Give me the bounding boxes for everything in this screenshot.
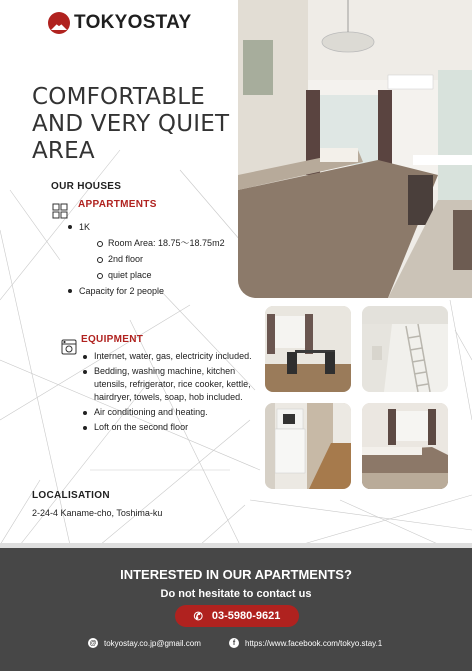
appliance-icon — [61, 339, 77, 355]
phone-button[interactable] — [175, 605, 299, 627]
email-link[interactable] — [88, 638, 201, 648]
apartments-subtitle: APPARTMENTS — [78, 199, 157, 210]
equipment-title: EQUIPMENT — [81, 334, 144, 345]
phone-icon: ✆ — [193, 610, 203, 623]
list-item: Room Area: 18.75〜18.75m2 — [95, 235, 241, 251]
room-main-photo — [238, 0, 472, 298]
floorplan-icon — [52, 203, 68, 219]
equipment-list — [81, 350, 256, 436]
list-item — [66, 219, 241, 283]
list-item: Loft on the second floor — [81, 421, 256, 434]
localisation-title: LOCALISATION — [32, 490, 110, 501]
at-sign-icon: @ — [89, 639, 97, 647]
dining-area-photo — [265, 306, 351, 392]
facebook-link[interactable] — [229, 638, 382, 648]
capacity-item: Capacity for 2 people — [66, 283, 241, 299]
list-item: Internet, water, gas, electricity included. — [81, 350, 256, 363]
apartment-details-list — [66, 219, 241, 299]
facebook-url: https://www.facebook.com/tokyo.stay.1 — [245, 638, 383, 648]
list-item: 2nd floor — [95, 251, 241, 267]
brand-name: TOKYOSTAY — [74, 12, 192, 33]
footer-subtitle: Do not hesitate to contact us — [160, 588, 312, 600]
list-item: Bedding, washing machine, kitchen utensils, refrigerator, rice cooker, kettle, hairdryer, towels, soap, hob included. — [81, 365, 256, 404]
mountain-logo-icon — [48, 12, 70, 34]
contact-footer — [0, 548, 472, 671]
email-address: tokyostay.co.jp@gmail.com — [104, 638, 201, 648]
kitchen-photo — [265, 403, 351, 489]
list-item: quiet place — [95, 267, 241, 283]
footer-divider — [0, 543, 472, 548]
brand-logo — [48, 12, 191, 34]
phone-number: 03-5980-9621 — [211, 610, 281, 622]
houses-section-title: OUR HOUSES — [51, 181, 122, 192]
apartment-type: 1K — [79, 222, 91, 232]
list-item: Air conditioning and heating. — [81, 406, 256, 419]
facebook-icon: f — [229, 638, 239, 648]
address-text: 2-24-4 Kaname-cho, Toshima-ku — [32, 508, 163, 518]
footer-title: INTERESTED IN OUR APARTMENTS? — [120, 567, 352, 582]
bedroom-photo — [362, 403, 448, 489]
loft-ladder-photo — [362, 306, 448, 392]
page-headline: COMFORTABLE AND VERY QUIET AREA — [32, 84, 230, 164]
